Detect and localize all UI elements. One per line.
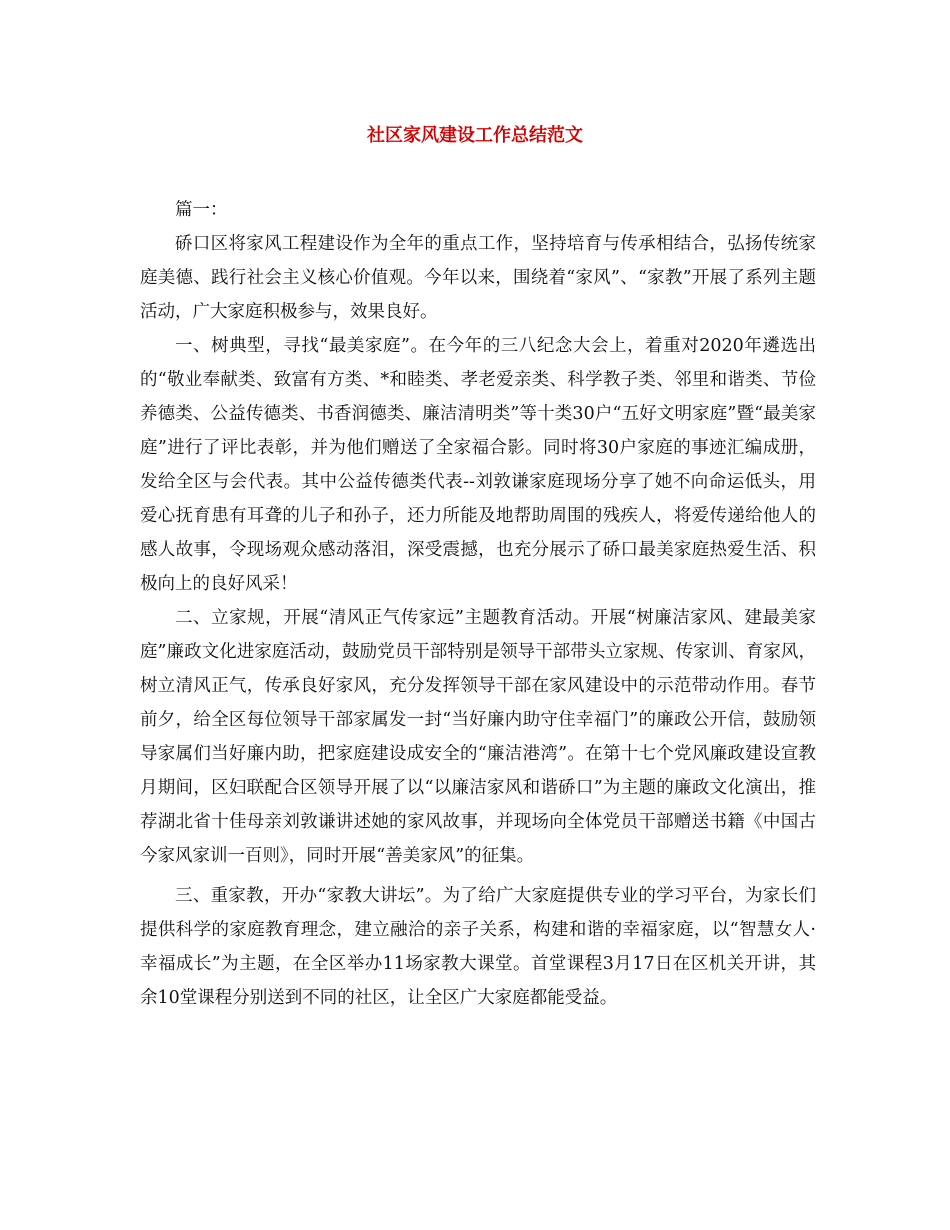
paragraph-section-label: 篇一： (175, 200, 228, 220)
paragraph-intro: 硚口区将家风工程建设作为全年的重点工作，坚持培育与传承相结合，弘扬传统家庭美德、践行社会主义核心价值观。今年以来，围绕着“家风”、“家教”开展了系列主题活动，广大家庭积极参与，效果良好。 (140, 234, 816, 322)
document-body (140, 193, 816, 1015)
paragraph-section-2: 二、立家规，开展“清风正气传家远”主题教育活动。开展“树廉洁家风、建最美家庭”廉政文化进家庭活动，鼓励党员干部特别是领导干部带头立家规、传家训、育家风，树立清风正气，传承良好家风，充分发挥领导干部在家风建设中的示范带动作用。春节前夕，给全区每位领导干部家属发一封“当好廉内助守住幸福门”的廉政公开信，鼓励领导家属们当好廉内助，把家庭建设成安全的“廉洁港湾”。在第十七个党风廉政建设宣教月期间，区妇联配合区领导开展了以“以廉洁家风和谐硚口”为主题的廉政文化演出，推荐湖北省十佳母亲刘敦谦讲述她的家风故事，并现场向全体党员干部赠送书籍《中国古今家风家训一百则》，同时开展“善美家风”的征集。 (140, 608, 816, 866)
paragraph-section-1: 一、树典型，寻找“最美家庭”。在今年的三八纪念大会上，着重对2020年遴选出的“敬业奉献类、致富有方类、*和睦类、孝老爱亲类、科学教子类、邻里和谐类、节俭养德类、公益传德类、书香润德类、廉洁清明类”等十类30户“五好文明家庭”暨“最美家庭”进行了评比表彰，并为他们赠送了全家福合影。同时将30户家庭的事迹汇编成册，发给全区与会代表。其中公益传德类代表--刘敦谦家庭现场分享了她不向命运低头，用爱心抚育患有耳聋的儿子和孙子，还力所能及地帮助周围的残疾人，将爱传递给他人的感人故事，令现场观众感动落泪，深受震撼，也充分展示了硚口最美家庭热爱生活、积极向上的良好风采！ (140, 336, 816, 594)
paragraph-section-3: 三、重家教，开办“家教大讲坛”。为了给广大家庭提供专业的学习平台，为家长们提供科学的家庭教育理念，建立融洽的亲子关系，构建和谐的幸福家庭，以“智慧女人·幸福成长”为主题，在全区举办11场家教大课堂。首堂课程3月17日在区机关开讲，其余10堂课程分别送到不同的社区，让全区广大家庭都能受益。 (140, 886, 816, 1008)
document-title: 社区家风建设工作总结范文 (367, 125, 583, 146)
